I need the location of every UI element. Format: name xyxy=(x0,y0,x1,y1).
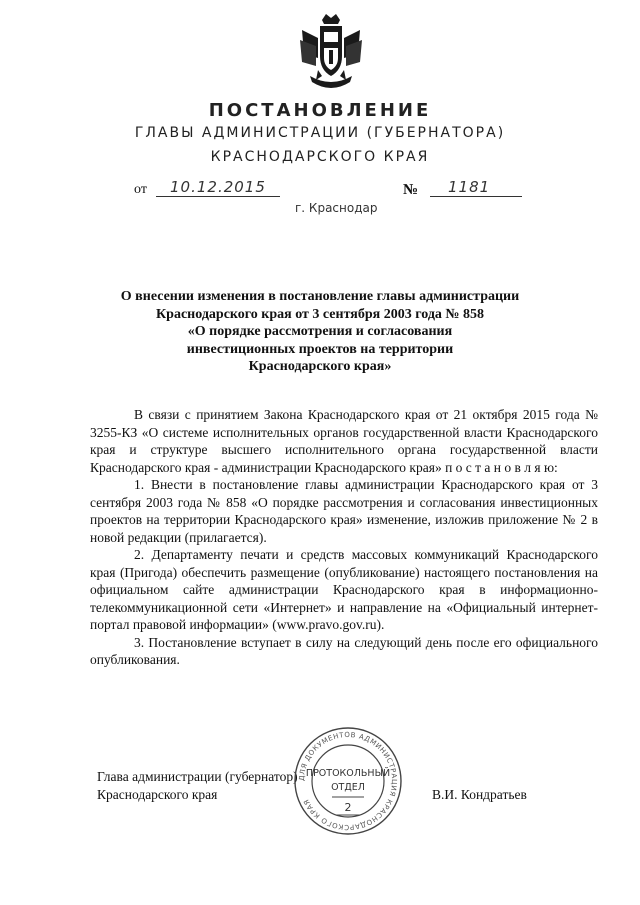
stamp-line-2: ОТДЕЛ xyxy=(331,782,365,793)
stamp-number: 2 xyxy=(344,801,352,814)
number-value: 1181 xyxy=(448,178,491,196)
svg-text:ДЛЯ ДОКУМЕНТОВ АДМИНИСТРАЦИЯ К xyxy=(298,731,398,831)
date-value: 10.12.2015 xyxy=(170,178,266,196)
coat-of-arms-icon xyxy=(296,10,366,94)
signatory-position-line-2: Краснодарского края xyxy=(97,787,218,802)
preamble-paragraph: В связи с принятием Закона Краснодарского края от 21 октября 2015 года № 3255-КЗ «О системе исполнительных органов государственной власти Краснодарского края и структуре высшего исполнительного органа государственной власти Краснодарского края - администрации Краснодарского края» п о с т а н о в л я ю: xyxy=(90,407,598,475)
subject-line: О внесении изменения в постановление главы администрации xyxy=(120,289,520,304)
document-subject xyxy=(100,288,540,376)
stamp-line-1: ПРОТОКОЛЬНЫЙ xyxy=(305,768,391,779)
number-underline xyxy=(430,196,522,197)
issuer-line-1: ГЛАВЫ АДМИНИСТРАЦИИ (ГУБЕРНАТОРА) xyxy=(134,125,506,141)
signatory-position-line-1: Глава администрации (губернатор) xyxy=(97,769,298,784)
subject-line: Краснодарского края от 3 сентября 2003 года № 858 xyxy=(156,306,484,322)
stamp-ring-text: ДЛЯ ДОКУМЕНТОВ АДМИНИСТРАЦИЯ КРАСНОДАРСКОГО КРАЯ xyxy=(297,730,399,832)
subject-line: «О порядке рассмотрения и согласования xyxy=(187,324,453,339)
city-label: г. Краснодар xyxy=(295,201,378,215)
subject-line: инвестиционных проектов на территории xyxy=(186,341,454,357)
protocol-department-stamp xyxy=(292,725,404,837)
document-body xyxy=(90,406,598,669)
item-1-paragraph: 1. Внести в постановление главы администрации Краснодарского края от 3 сентября 2003 года № 858 «О порядке рассмотрения и согласования инвестиционных проектов на территории Краснодарского края» изменение, изложив приложение № 2 в новой редакции (прилагается). xyxy=(90,477,598,545)
date-prefix: от xyxy=(134,182,147,197)
subject-line: Краснодарского края» xyxy=(248,359,392,374)
issuer-line-2: КРАСНОДАРСКОГО КРАЯ xyxy=(210,149,430,165)
item-2-paragraph: 2. Департаменту печати и средств массовых коммуникаций Краснодарского края (Пригода) обеспечить размещение (опубликование) настоящего постановления на официальном сайте администрации Краснодарского края в информационно-телекоммуникационной сети «Интернет» и направление на «Официальный интернет-портал правовой информации» (www.pravo.gov.ru). xyxy=(90,547,598,632)
date-underline xyxy=(156,196,280,197)
signatory-name: В.И. Кондратьев xyxy=(432,787,527,802)
number-prefix: № xyxy=(403,182,419,198)
document-type-title: ПОСТАНОВЛЕНИЕ xyxy=(208,100,432,121)
item-3-paragraph: 3. Постановление вступает в силу на следующий день после его официального опубликования. xyxy=(90,634,598,667)
